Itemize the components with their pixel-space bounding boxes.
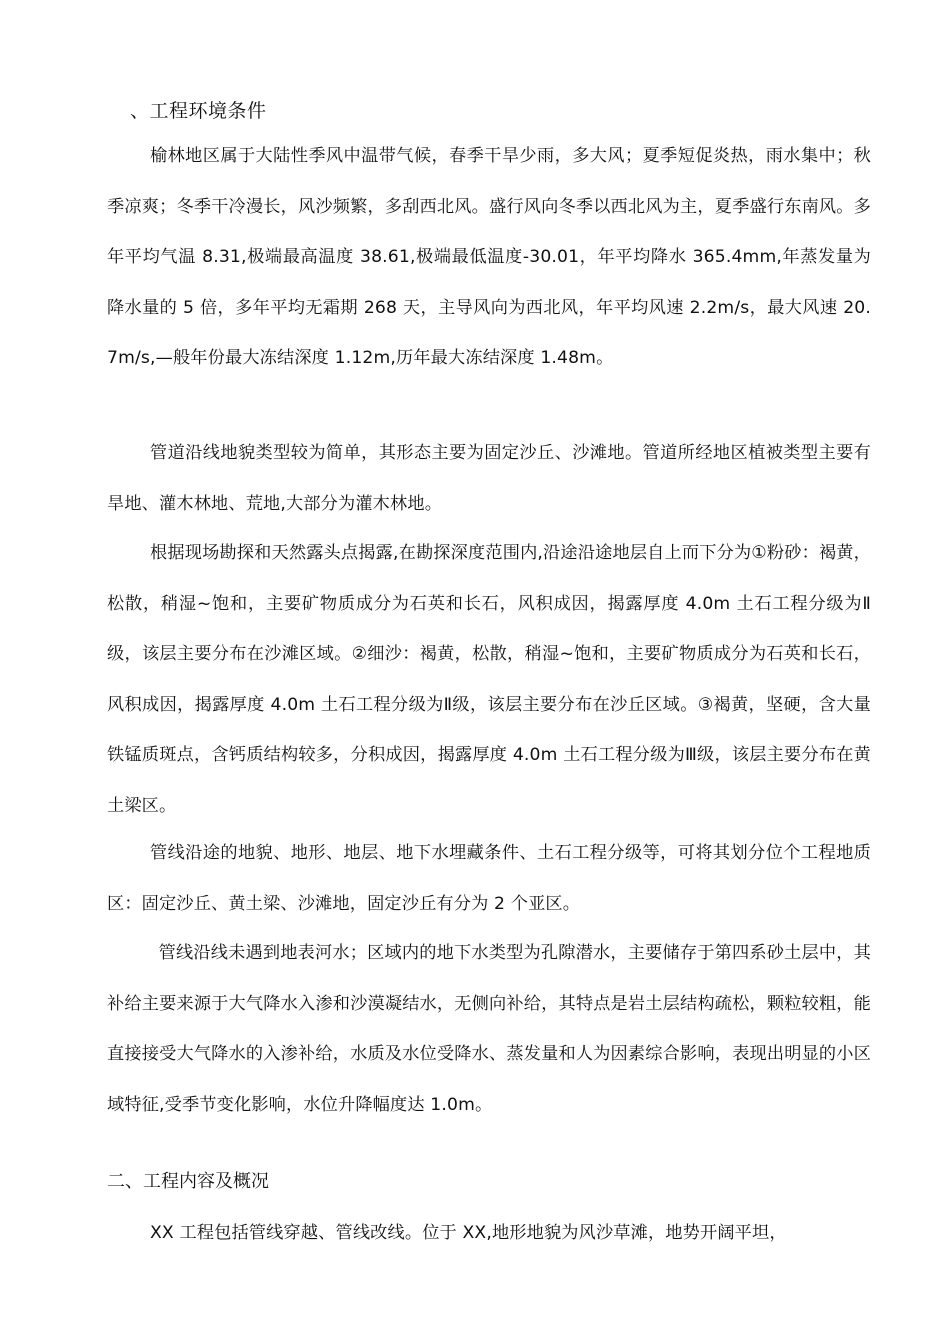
paragraph-groundwater: 管线沿线未遇到地表河水；区域内的地下水类型为孔隙潜水，主要储存于第四系砂土层中，其补给主要来源于大气降水入渗和沙漠凝结水，无侧向补给，其特点是岩土层结构疏松，颗粒较粗，能直接接受大气降水的入渗补给，水质及水位受降水、蒸发量和人为因素综合影响，表现出明显的小区域特征,受季节变化影响，水位升降幅度达 1.0m。 bbox=[107, 943, 871, 1115]
paragraph-project-overview: XX 工程包括管线穿越、管线改线。位于 XX,地形地貌为风沙草滩，地势开阔平坦， bbox=[150, 1223, 787, 1243]
paragraph-landform: 管道沿线地貌类型较为简单，其形态主要为固定沙丘、沙滩地。管道所经地区植被类型主要有旱地、灌木林地、荒地,大部分为灌木林地。 bbox=[107, 443, 871, 514]
paragraph-geologic-zones: 管线沿途的地貌、地形、地层、地下水埋藏条件、土石工程分级等，可将其划分位个工程地质区：固定沙丘、黄土梁、沙滩地，固定沙丘有分为 2 个亚区。 bbox=[107, 843, 871, 914]
paragraph-strata: 根据现场勘探和天然露头点揭露,在勘探深度范围内,沿途沿途地层自上而下分为①粉砂：褐黄，松散，稍湿~饱和，主要矿物质成分为石英和长石，风积成因，揭露厚度 4.0m 土石工程分级为Ⅱ级，该层主要分布在沙滩区域。②细沙：褐黄，松散，稍湿~饱和，主要矿物质成分为石英和长石，风积成因，揭露厚度 4.0m 土石工程分级为Ⅱ级，该层主要分布在沙丘区域。③褐黄，坚硬，含大量铁锰质斑点，含钙质结构较多，分积成因，揭露厚度 4.0m 土石工程分级为Ⅲ级，该层主要分布在黄土梁区。 bbox=[107, 543, 871, 816]
section-heading-environment: 、工程环境条件 bbox=[130, 100, 267, 122]
section-heading-overview: 二、工程内容及概况 bbox=[107, 1171, 269, 1192]
paragraph-climate: 榆林地区属于大陆性季风中温带气候，春季干旱少雨，多大风；夏季短促炎热，雨水集中；秋季凉爽；冬季干冷漫长，风沙频繁，多刮西北风。盛行风向冬季以西北风为主，夏季盛行东南风。多年平均气温 8.31,极端最高温度 38.61,极端最低温度-30.01，年平均降水 365.4mm,年蒸发量为降水量的 5 倍，多年平均无霜期 268 天，主导风向为西北风，年平均风速 2.2m/s，最大风速 20.7m/s,—般年份最大冻结深度 1.12m,历年最大冻结深度 1.48m。 bbox=[107, 146, 871, 368]
